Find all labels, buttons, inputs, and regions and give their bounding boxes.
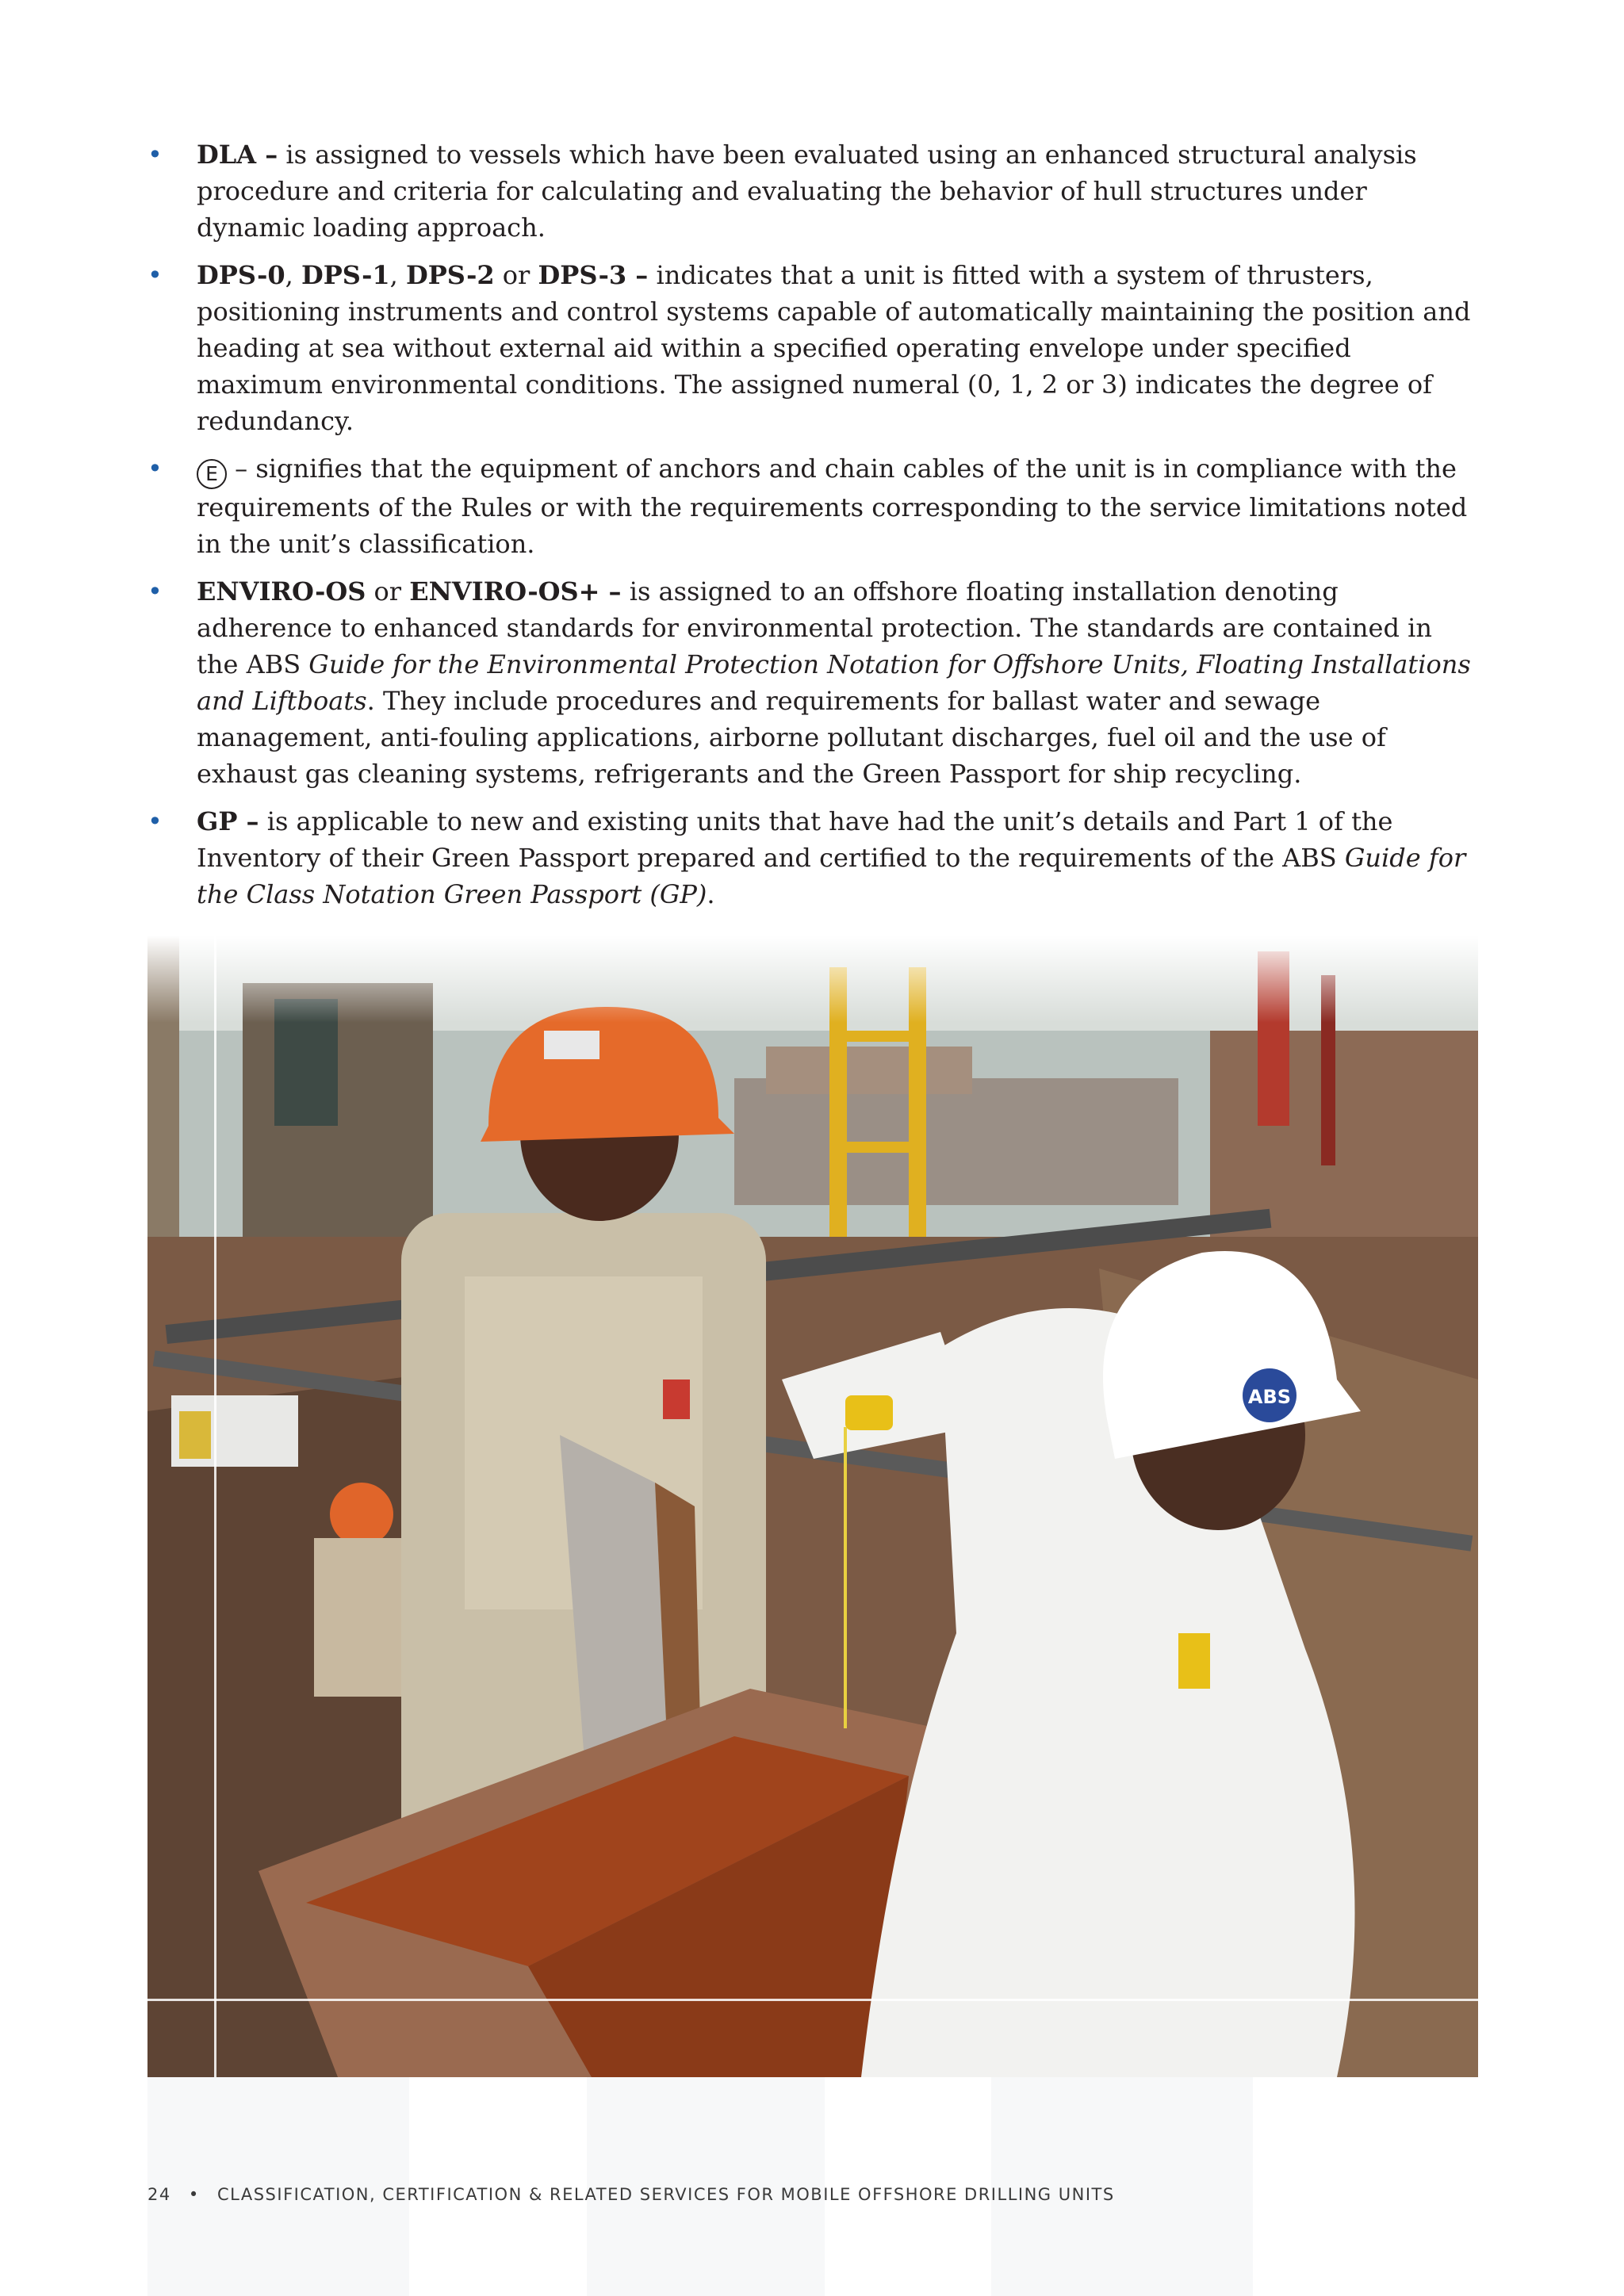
bullet-dot-icon: •: [147, 453, 163, 484]
notation-term: DPS-0: [197, 260, 285, 290]
notation-text: – signifies that the equipment of anchors and chain cables of the unit is in compliance with the requirements of the Rules or with the requirements corresponding to the service limitations noted in the unit’s classification.: [197, 453, 1468, 559]
notation-term: ENVIRO-OS+ –: [409, 576, 622, 607]
notation-text: is assigned to vessels which have been evaluated using an enhanced structural analysis procedure and criteria for calculating and evaluating the behavior of hull structures under dynamic loading approach.: [197, 140, 1417, 243]
footer-separator: •: [188, 2185, 200, 2204]
notation-term: ENVIRO-OS: [197, 576, 366, 607]
notation-text: ,: [389, 260, 406, 290]
guide-title: Guide for the Class Notation Green Passport (GP): [197, 843, 1466, 909]
photo-vertical-rule: [214, 936, 216, 2077]
notation-text: indicates that a unit is fitted with a system of thrusters, positioning instruments and control systems capable of automatically maintaining the position and heading at sea without external aid within a specified operating envelope under specified maximum environmental conditions. The assigned numeral (0, 1, 2 or 3) indicates the degree of redundancy.: [197, 260, 1471, 436]
notation-term: DPS-2: [405, 260, 495, 290]
photo-top-fade: [147, 936, 1478, 1023]
notation-bullet-item: [147, 257, 1480, 439]
page-footer: [147, 2185, 1115, 2204]
notation-text: or: [366, 576, 410, 607]
notation-text: . They include procedures and requirements for ballast water and sewage management, anti-fouling applications, airborne pollutant discharges, fuel oil and the use of exhaust gas cleaning systems, refrigerants and the Green Passport for ship recycling.: [197, 686, 1386, 789]
helmet-logo-text: ABS: [1247, 1386, 1292, 1408]
notation-bullet-list: [147, 136, 1480, 924]
notation-term: DPS-3 –: [538, 260, 649, 290]
bullet-dot-icon: •: [147, 140, 163, 170]
notation-bullet-item: [147, 803, 1480, 913]
notation-text: is applicable to new and existing units that have had the unit’s details and Part 1 of the Inventory of their Green Passport prepared and certified to the requirements of the ABS: [197, 806, 1393, 873]
notation-text: is assigned to an offshore floating installation denoting adherence to enhanced standards for environmental protection. The standards are contained in the ABS: [197, 576, 1432, 679]
worksite-photo: [147, 936, 1478, 2077]
notation-term: GP –: [197, 806, 259, 836]
photo-horizontal-rule: [147, 1999, 1478, 2001]
bullet-dot-icon: •: [147, 806, 163, 836]
bullet-dot-icon: •: [147, 576, 163, 607]
notation-text: ,: [285, 260, 301, 290]
footer-title: CLASSIFICATION, CERTIFICATION & RELATED SERVICES FOR MOBILE OFFSHORE DRILLING UNITS: [217, 2185, 1115, 2204]
notation-term: DLA –: [197, 140, 278, 170]
bullet-dot-icon: •: [147, 260, 163, 290]
notation-text: or: [494, 260, 538, 290]
page-number: 24: [147, 2185, 171, 2204]
notation-text: .: [707, 879, 715, 909]
notation-bullet-item: [147, 136, 1480, 246]
notation-term: DPS-1: [301, 260, 390, 290]
notation-bullet-item: [147, 450, 1480, 562]
guide-title: Guide for the Environmental Protection Notation for Offshore Units, Floating Installations and Liftboats: [197, 649, 1471, 716]
equipment-symbol-icon: E: [197, 459, 227, 489]
notation-bullet-item: [147, 573, 1480, 792]
